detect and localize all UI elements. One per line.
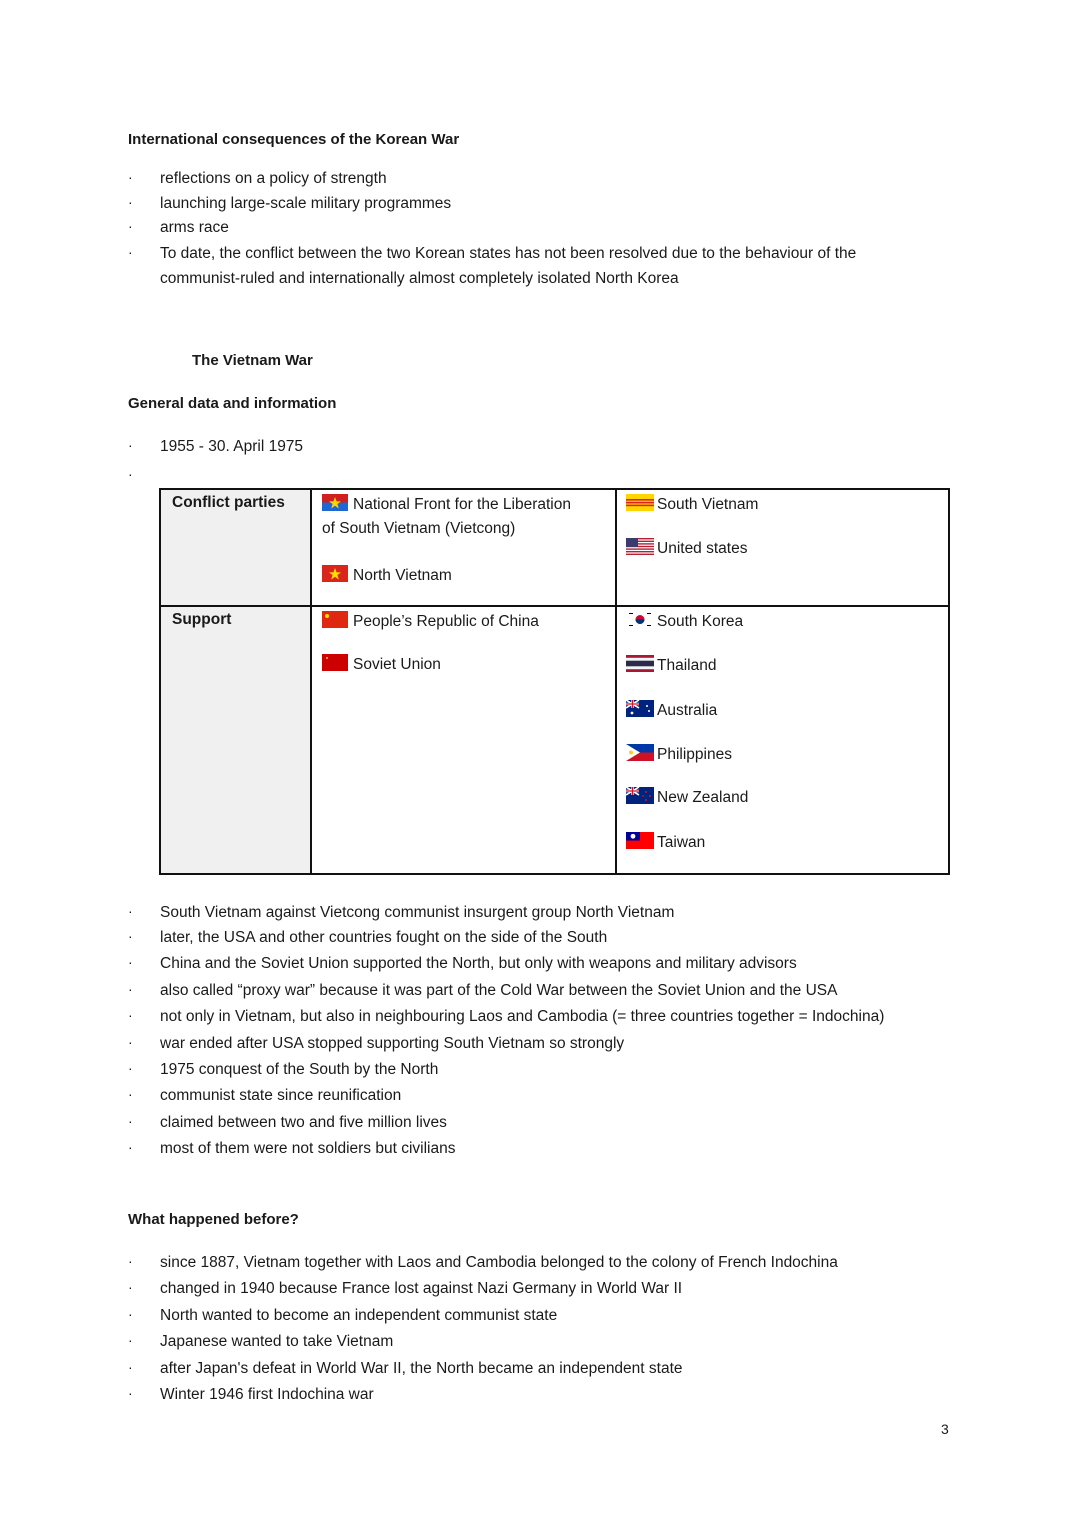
vietcong-flag-icon [322,494,348,511]
general-data-heading: General data and information [128,395,337,412]
support-soviet-union: Soviet Union [322,654,441,674]
china-flag-icon [322,611,348,628]
conflict-north-cell [311,489,616,606]
party-vietcong: National Front for the Liberation [322,494,571,514]
south-korea-flag-icon [626,611,652,628]
support-thailand: Thailand [626,655,716,675]
support-philippines: Philippines [626,744,732,764]
support-label: Support [160,606,311,874]
vietnam-war-title: The Vietnam War [192,352,313,369]
bullet-dot: · [128,244,133,260]
page-number: 3 [941,1421,949,1437]
party-south-vietnam: South Vietnam [626,494,758,514]
support-china: People’s Republic of China [322,611,539,631]
korean-war-heading: International consequences of the Korean War [128,131,460,148]
philippines-flag-icon [626,744,652,761]
support-north-cell [311,606,616,874]
north-vietnam-flag-icon [322,565,348,582]
thailand-flag-icon [626,655,652,672]
support-taiwan: Taiwan [626,832,705,852]
australia-flag-icon [626,700,652,717]
taiwan-flag-icon [626,832,652,849]
south-vietnam-flag-icon [626,494,652,511]
conflict-south-cell [616,489,949,606]
party-vietcong-line2: of South Vietnam (Vietcong) [322,520,516,537]
support-new-zealand: New Zealand [626,787,748,807]
soviet-union-flag-icon [322,654,348,671]
usa-flag-icon [626,538,652,555]
what-happened-heading: What happened before? [128,1211,299,1228]
list-item: To date, the conflict between the two Korean states has not been resolved due to the behaviour of the communist-ruled and internationally almost completely isolated North Korea [160,245,857,287]
conflict-parties-label: Conflict parties [160,489,311,606]
party-united-states: United states [626,538,747,558]
support-south-cell [616,606,949,874]
party-north-vietnam: North Vietnam [322,565,452,585]
support-australia: Australia [626,700,717,720]
new-zealand-flag-icon [626,787,652,804]
support-south-korea: South Korea [626,611,743,631]
bullet-dot: · [128,466,133,482]
conflict-parties-table [159,488,950,875]
